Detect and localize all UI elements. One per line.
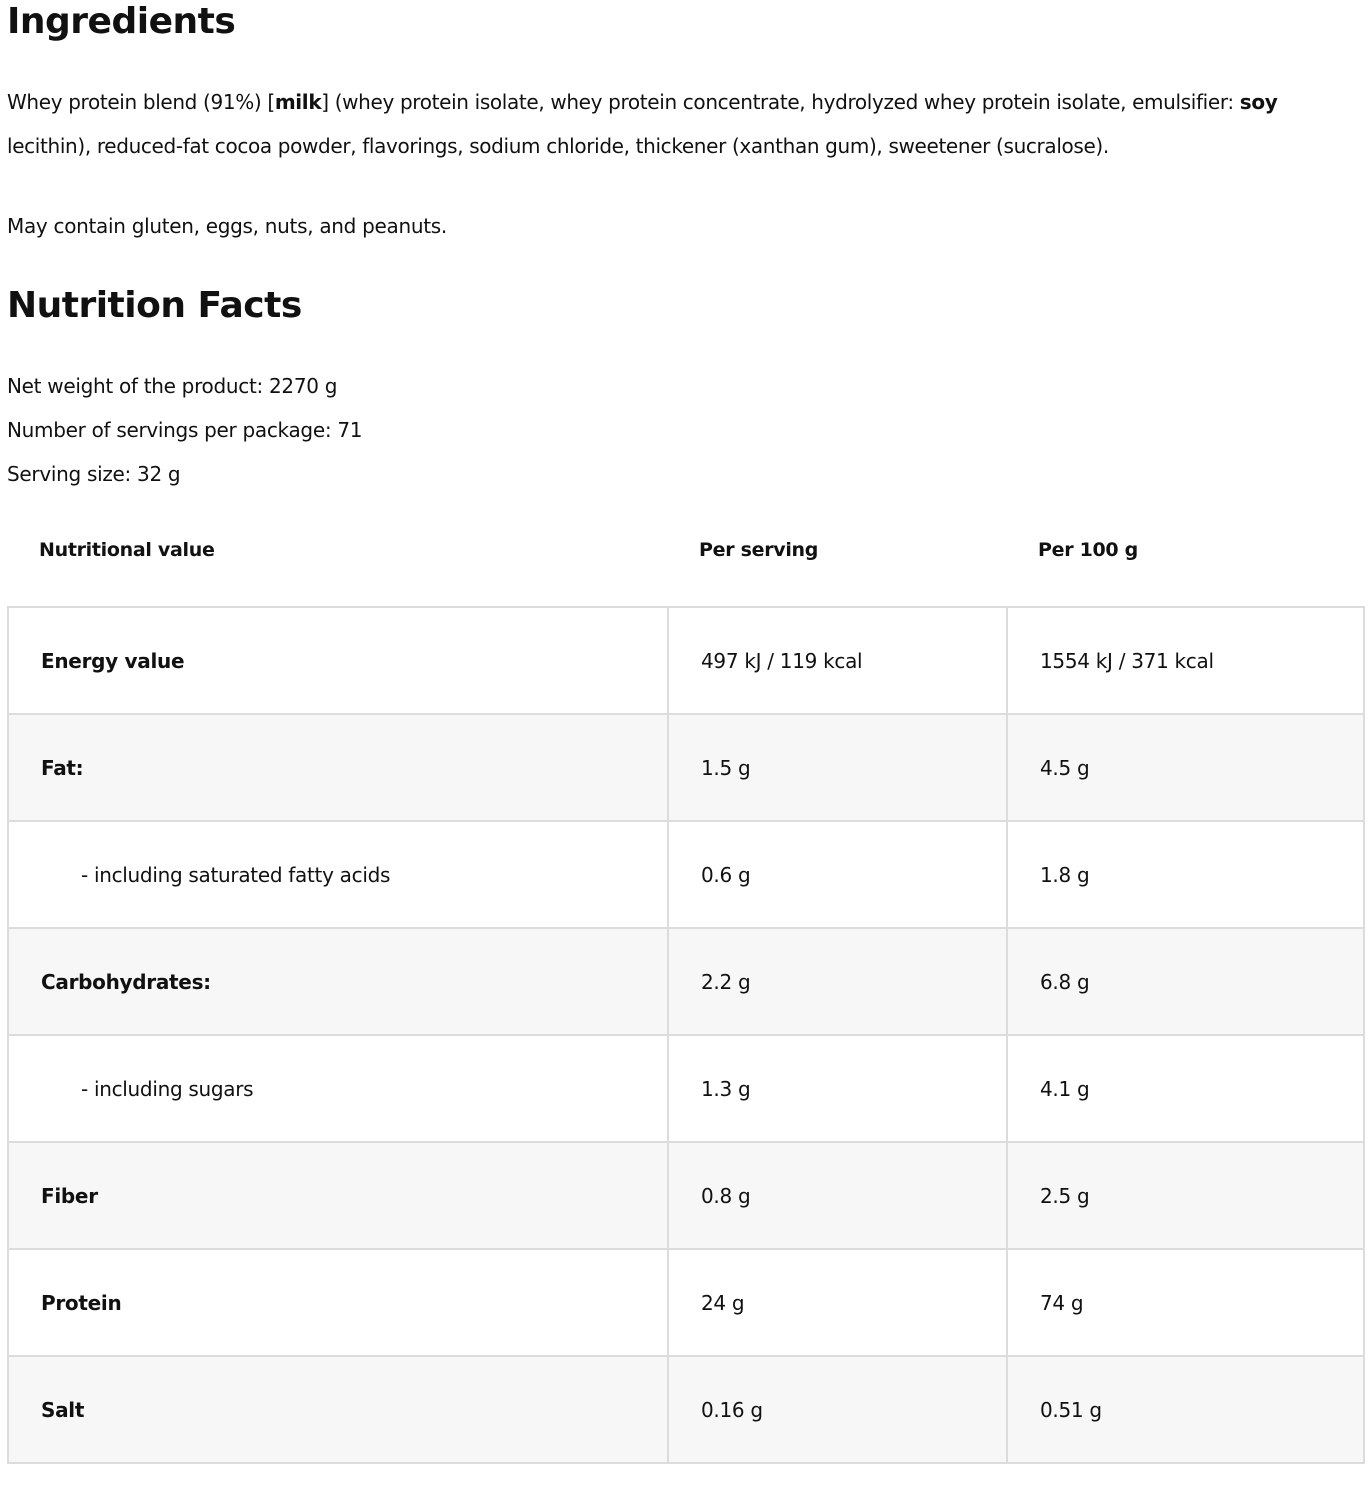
per-serving-value: 497 kJ / 119 kcal	[668, 607, 1007, 714]
serving-size: Serving size: 32 g	[7, 462, 181, 486]
per-100g-value: 74 g	[1007, 1249, 1364, 1356]
nutrition-table	[7, 606, 1365, 1464]
nutrition-heading: Nutrition Facts	[7, 285, 302, 326]
table-row	[8, 1035, 1364, 1142]
allergen-milk: milk	[274, 90, 322, 114]
per-serving-value: 1.3 g	[668, 1035, 1007, 1142]
row-label: Salt	[8, 1356, 668, 1463]
table-row	[8, 1356, 1364, 1463]
column-header-per-serving: Per serving	[699, 539, 819, 561]
table-row	[8, 928, 1364, 1035]
per-100g-value: 0.51 g	[1007, 1356, 1364, 1463]
row-label: - including sugars	[8, 1035, 668, 1142]
per-serving-value: 24 g	[668, 1249, 1007, 1356]
per-serving-value: 2.2 g	[668, 928, 1007, 1035]
per-100g-value: 1554 kJ / 371 kcal	[1007, 607, 1364, 714]
table-row	[8, 1142, 1364, 1249]
row-label: Fiber	[8, 1142, 668, 1249]
per-serving-value: 0.16 g	[668, 1356, 1007, 1463]
ingredients-text	[7, 80, 1363, 168]
column-header-nutritional-value: Nutritional value	[39, 539, 215, 561]
table-row	[8, 714, 1364, 821]
nutrition-table-header	[7, 520, 1363, 580]
per-100g-value: 4.1 g	[1007, 1035, 1364, 1142]
ingredients-text-part: lecithin), reduced-fat cocoa powder, flavorings, sodium chloride, thickener (xanthan gum), sweetener (sucralose).	[7, 134, 1109, 158]
row-label: Energy value	[8, 607, 668, 714]
row-label: Protein	[8, 1249, 668, 1356]
per-serving-value: 1.5 g	[668, 714, 1007, 821]
per-100g-value: 2.5 g	[1007, 1142, 1364, 1249]
row-label: - including saturated fatty acids	[8, 821, 668, 928]
allergen-note: May contain gluten, eggs, nuts, and peanuts.	[7, 214, 447, 238]
ingredients-text-part: ] (whey protein isolate, whey protein concentrate, hydrolyzed whey protein isolate, emulsifier:	[321, 90, 1240, 114]
per-100g-value: 4.5 g	[1007, 714, 1364, 821]
table-row	[8, 607, 1364, 714]
row-label: Carbohydrates:	[8, 928, 668, 1035]
table-row	[8, 1249, 1364, 1356]
per-serving-value: 0.8 g	[668, 1142, 1007, 1249]
net-weight: Net weight of the product: 2270 g	[7, 374, 338, 398]
column-header-per-100g: Per 100 g	[1038, 539, 1138, 561]
row-label: Fat:	[8, 714, 668, 821]
per-serving-value: 0.6 g	[668, 821, 1007, 928]
ingredients-text-part: Whey protein blend (91%) [	[7, 90, 275, 114]
ingredients-heading: Ingredients	[7, 1, 236, 42]
allergen-soy: soy	[1239, 90, 1278, 114]
servings-per-package: Number of servings per package: 71	[7, 418, 363, 442]
per-100g-value: 1.8 g	[1007, 821, 1364, 928]
per-100g-value: 6.8 g	[1007, 928, 1364, 1035]
table-row	[8, 821, 1364, 928]
